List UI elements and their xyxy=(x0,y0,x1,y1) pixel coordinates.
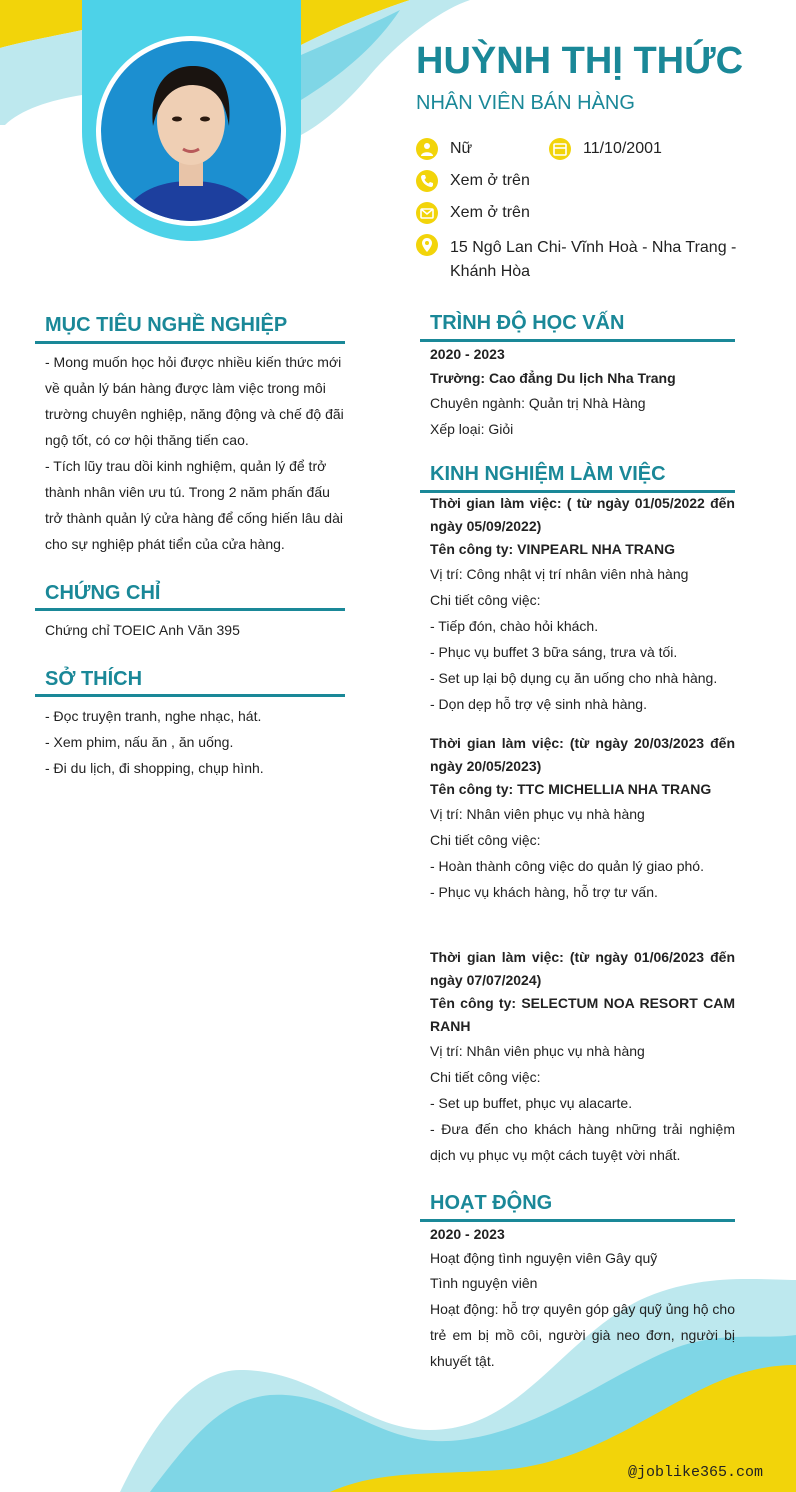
job-time: ngày 07/07/2024) xyxy=(430,972,542,988)
address xyxy=(450,236,736,284)
text-line: trường chuyên nghiệp, năng động và chế độ đãi xyxy=(45,406,344,422)
address-line: Khánh Hòa xyxy=(450,263,531,280)
activity-role: Tình nguyện viên xyxy=(430,1275,538,1291)
list-item: - Đọc truyện tranh, nghe nhạc, hát. xyxy=(45,708,262,724)
job-time: ngày 20/05/2023) xyxy=(430,758,542,774)
birthday-value: 11/10/2001 xyxy=(583,140,662,157)
job-detail: - Hoàn thành công việc do quản lý giao phó. xyxy=(430,858,704,874)
activity-line: khuyết tật. xyxy=(430,1353,495,1369)
job-time: Thời gian làm việc: ( từ ngày 01/05/2022 đến xyxy=(430,495,735,511)
calendar-icon xyxy=(549,138,571,160)
objective-title: MỤC TIÊU NGHỀ NGHIỆP xyxy=(45,314,288,336)
activity-line: trẻ em bị mồ côi, người già neo đơn, người bị xyxy=(430,1327,735,1343)
job-detail: dịch vụ phục vụ một cách tuyệt vời nhất. xyxy=(430,1147,681,1163)
education-block xyxy=(430,342,735,442)
job-company: Tên công ty: SELECTUM NOA RESORT CAM xyxy=(430,995,735,1011)
candidate-name: HUỲNH THỊ THỨC xyxy=(416,40,744,82)
job-detail: - Set up lại bộ dụng cụ ăn uống cho nhà hàng. xyxy=(430,670,718,686)
job-details-label: Chi tiết công việc: xyxy=(430,1069,541,1085)
education-major: Chuyên ngành: Quản trị Nhà Hàng xyxy=(430,395,646,411)
text-line: về quản lý bán hàng được làm việc trong môi xyxy=(45,380,326,396)
text-line: cho sự nghiệp phát tiển của cửa hàng. xyxy=(45,536,285,552)
address-line: 15 Ngô Lan Chi- Vĩnh Hoà - Nha Trang - xyxy=(450,239,737,256)
education-title: TRÌNH ĐỘ HỌC VẤN xyxy=(430,312,625,334)
gender-value: Nữ xyxy=(450,140,473,157)
user-icon xyxy=(416,138,438,160)
job-company: Tên công ty: VINPEARL NHA TRANG xyxy=(430,541,676,557)
text-line: thành nhân viên ưu tú. Trong 2 năm phấn đấu xyxy=(45,484,330,500)
location-pin-icon xyxy=(416,234,438,256)
job-detail: - Phục vụ khách hàng, hỗ trợ tư vấn. xyxy=(430,884,658,900)
job-detail: - Set up buffet, phục vụ alacarte. xyxy=(430,1095,633,1111)
list-item: Chứng chỉ TOEIC Anh Văn 395 xyxy=(45,622,240,638)
job-time: Thời gian làm việc: (từ ngày 20/03/2023 đến xyxy=(430,735,735,751)
experience-item xyxy=(430,492,735,717)
section-divider xyxy=(35,608,345,611)
job-time: Thời gian làm việc: (từ ngày 01/06/2023 đến xyxy=(430,949,735,965)
text-line: trở thành quản lý cửa hàng để cống hiến lâu dài xyxy=(45,510,343,526)
phone-value: Xem ở trên xyxy=(450,172,530,189)
objective-text xyxy=(45,349,345,557)
hobbies-title: SỞ THÍCH xyxy=(45,668,143,690)
job-details-label: Chi tiết công việc: xyxy=(430,592,541,608)
job-company: Tên công ty: TTC MICHELLIA NHA TRANG xyxy=(430,781,712,797)
section-divider xyxy=(35,694,345,697)
activity-line: Hoạt động: hỗ trợ quyên góp gây quỹ ủng hộ cho xyxy=(430,1301,735,1317)
text-line: - Mong muốn học hỏi được nhiều kiến thức mới xyxy=(45,354,342,370)
education-grade: Xếp loại: Giỏi xyxy=(430,421,514,437)
activity-name: Hoạt động tình nguyện viên Gây quỹ xyxy=(430,1250,658,1266)
experience-item xyxy=(430,732,735,905)
job-company: RANH xyxy=(430,1018,471,1034)
portrait-image xyxy=(101,41,281,221)
hobbies-list xyxy=(45,703,345,781)
profile-photo xyxy=(96,36,286,226)
job-position: Vị trí: Nhân viên phục vụ nhà hàng xyxy=(430,806,645,822)
activity-period: 2020 - 2023 xyxy=(430,1226,505,1242)
certificates-title: CHỨNG CHỈ xyxy=(45,582,161,604)
email-icon xyxy=(416,202,438,224)
list-item: - Đi du lịch, đi shopping, chụp hình. xyxy=(45,760,264,776)
text-line: ngộ tốt, có cơ hội thăng tiến cao. xyxy=(45,432,249,448)
section-divider xyxy=(35,341,345,344)
job-time: ngày 05/09/2022) xyxy=(430,518,542,534)
activities-title: HOẠT ĐỘNG xyxy=(430,1192,553,1214)
phone-icon xyxy=(416,170,438,192)
job-details-label: Chi tiết công việc: xyxy=(430,832,541,848)
watermark: @joblike365.com xyxy=(628,1464,764,1481)
list-item: - Xem phim, nấu ăn , ăn uống. xyxy=(45,734,234,750)
job-position: Vị trí: Công nhật vị trí nhân viên nhà hàng xyxy=(430,566,689,582)
email-value: Xem ở trên xyxy=(450,204,530,221)
experience-title: KINH NGHIỆM LÀM VIỆC xyxy=(430,463,666,485)
education-period: 2020 - 2023 xyxy=(430,346,505,362)
job-detail: - Đưa đến cho khách hàng những trải nghiệm xyxy=(430,1121,735,1137)
job-detail: - Dọn dẹp hỗ trợ vệ sinh nhà hàng. xyxy=(430,696,647,712)
job-detail: - Tiếp đón, chào hỏi khách. xyxy=(430,618,599,634)
education-school: Trường: Cao đẳng Du lịch Nha Trang xyxy=(430,370,676,386)
job-position: Vị trí: Nhân viên phục vụ nhà hàng xyxy=(430,1043,645,1059)
certificates-list xyxy=(45,617,345,643)
job-title: NHÂN VIÊN BÁN HÀNG xyxy=(416,92,635,114)
activities-block xyxy=(430,1222,735,1374)
experience-item xyxy=(430,946,735,1168)
job-detail: - Phục vụ buffet 3 bữa sáng, trưa và tối. xyxy=(430,644,678,660)
text-line: - Tích lũy trau dồi kinh nghiệm, quản lý để trở xyxy=(45,458,327,474)
